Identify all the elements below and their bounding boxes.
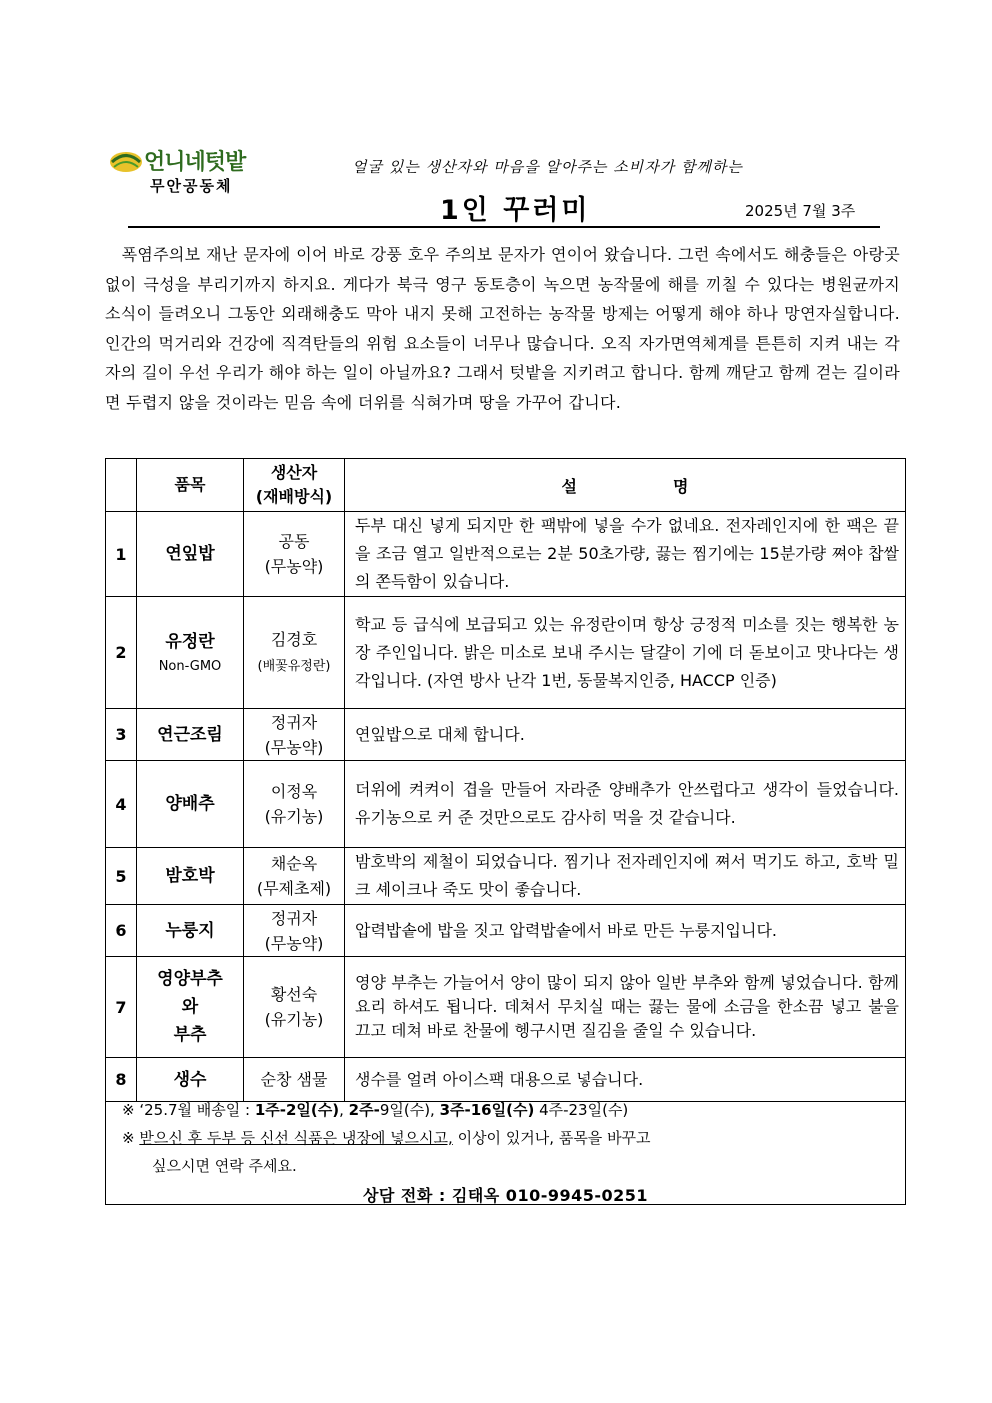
table-row: [106, 905, 906, 957]
logo-subtitle: 무안공동체: [150, 177, 233, 195]
issue-date: 2025년 7월 3주: [745, 202, 856, 220]
tagline: 얼굴 있는 생산자와 마음을 알아주는 소비자가 함께하는: [352, 158, 743, 176]
header-item: 품목: [137, 459, 244, 512]
leaf-logo-icon: [108, 147, 144, 175]
row-producer: 김경호 (배꽃유정란): [244, 597, 345, 709]
header-description: 설 명: [345, 459, 906, 512]
row-producer: 순창 샘물: [244, 1058, 345, 1102]
title-underline: [128, 226, 880, 228]
row-number: 1: [106, 512, 137, 597]
intro-paragraph: 폭염주의보 재난 문자에 이어 바로 강풍 호우 주의보 문자가 연이어 왔습니다. 그런 속에서도 해충들은 아랑곳없이 극성을 부리기까지 하지요. 게다가 북극 영구 동토층이 녹으면 농작물에 해를 끼칠 수 있다는 병원균까지 소식이 들려오니 그동안 외래해충도 막아 내지 못해 고전하는 농작물 방제는 어떻게 해야 하나 망연자실합니다. 인간의 먹거리와 건강에 직격탄들의 위험 요소들이 너무나 많습니다. 오직 자가면역체계를 튼튼히 지켜 내는 각자의 길이 우선 우리가 해야 하는 일이 아닐까요? 그래서 텃밭을 지키려고 합니다. 함께 깨닫고 함께 걷는 길이라면 두렵지 않을 것이라는 믿음 속에 더위를 식혀가며 땅을 가꾸어 갑니다.: [105, 245, 900, 412]
row-producer: 채순옥 (무제초제): [244, 848, 345, 905]
row-description: 압력밥솥에 밥을 짓고 압력밥솥에서 바로 만든 누룽지입니다.: [345, 905, 906, 957]
row-item: 누룽지: [137, 905, 244, 957]
row-producer: 황선숙 (유기농): [244, 957, 345, 1058]
row-number: 8: [106, 1058, 137, 1102]
header-producer: 생산자 (재배방식): [244, 459, 345, 512]
row-producer: 정귀자 (무농약): [244, 709, 345, 761]
table-header-row: [106, 459, 906, 512]
row-description: 밤호박의 제철이 되었습니다. 찜기나 전자레인지에 쪄서 먹기도 하고, 호박 밀크 셰이크나 죽도 맛이 좋습니다.: [345, 848, 906, 905]
row-item: 밤호박: [137, 848, 244, 905]
row-number: 2: [106, 597, 137, 709]
footer-notes: [105, 1091, 906, 1205]
row-description: 영양 부추는 가늘어서 양이 많이 되지 않아 일반 부추와 함께 넣었습니다. 함께 요리 하셔도 됩니다. 데쳐서 무치실 때는 끓는 물에 소금을 한소끔 넣고 불을 끄고 데쳐 바로 찬물에 헹구시면 질김을 줄일 수 있습니다.: [345, 957, 906, 1058]
contact-notice: 싶으시면 연락 주세요.: [152, 1157, 297, 1175]
header-no: [106, 459, 137, 512]
row-item: 영양부추 와 부추: [137, 957, 244, 1058]
table-row: [106, 761, 906, 848]
storage-notice: ※ 받으신 후 두부 등 신선 식품은 냉장에 넣으시고, 이상이 있거나, 품목을 바꾸고: [122, 1129, 651, 1147]
row-item: 양배추: [137, 761, 244, 848]
row-producer: 이정옥 (유기농): [244, 761, 345, 848]
table-row: [106, 597, 906, 709]
page-title: 1인 꾸러미: [440, 195, 591, 226]
row-number: 4: [106, 761, 137, 848]
contact-phone: 상담 전화 : 김태옥 010-9945-0251: [362, 1186, 649, 1205]
row-producer: 정귀자 (무농약): [244, 905, 345, 957]
row-number: 7: [106, 957, 137, 1058]
row-description: 학교 등 급식에 보급되고 있는 유정란이며 항상 긍정적 미소를 짓는 행복한 농장 주인입니다. 밝은 미소로 보내 주시는 달걀이 기에 더 돋보이고 맛나다는 생각입니다. (자연 방사 난각 1번, 동물복지인증, HACCP 인증): [345, 597, 906, 709]
table-row: [106, 709, 906, 761]
row-description: 생수를 얼려 아이스팩 대용으로 넣습니다.: [345, 1058, 906, 1102]
row-description: 더위에 켜켜이 겹을 만들어 자라준 양배추가 안쓰럽다고 생각이 들었습니다. 유기농으로 커 준 것만으로도 감사히 먹을 것 같습니다.: [345, 761, 906, 848]
items-table: [105, 458, 906, 1102]
row-producer: 공동 (무농약): [244, 512, 345, 597]
row-item: 연근조림: [137, 709, 244, 761]
table-row: [106, 512, 906, 597]
logo: [108, 145, 258, 201]
table-row: [106, 957, 906, 1058]
delivery-dates: ※ ‘25.7월 배송일 : 1주-2일(수), 2주-9일(수), 3주-16일(수) 4주-23일(수): [122, 1101, 629, 1119]
row-description: 연잎밥으로 대체 합니다.: [345, 709, 906, 761]
row-number: 5: [106, 848, 137, 905]
row-item: 연잎밥: [137, 512, 244, 597]
row-description: 두부 대신 넣게 되지만 한 팩밖에 넣을 수가 없네요. 전자레인지에 한 팩은 끝을 조금 열고 일반적으로는 2분 50초가량, 끓는 찜기에는 15분가량 쪄야 찹쌀의 쫀득함이 있습니다.: [345, 512, 906, 597]
row-item: 생수: [137, 1058, 244, 1102]
row-number: 3: [106, 709, 137, 761]
row-item: 유정란 Non-GMO: [137, 597, 244, 709]
table-row: [106, 848, 906, 905]
logo-text: 언니네텃밭: [144, 150, 246, 175]
row-number: 6: [106, 905, 137, 957]
